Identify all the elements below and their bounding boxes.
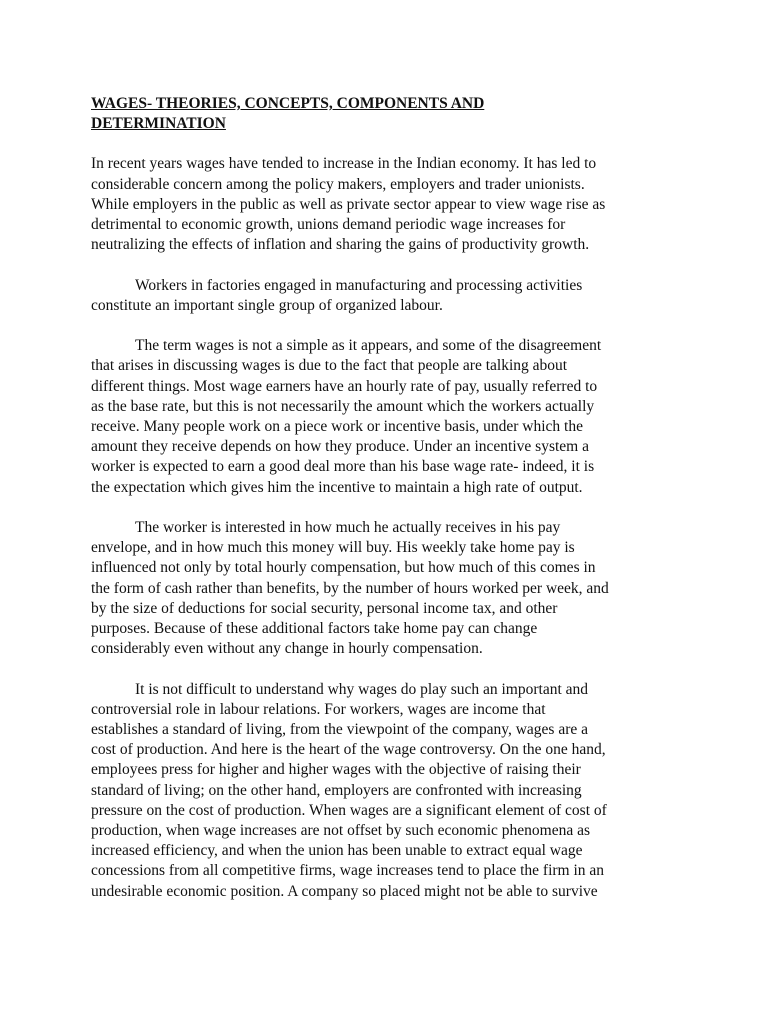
text-line: increased efficiency, and when the union has been unable to extract equal wage — [91, 842, 583, 860]
text-line: controversial role in labour relations. For workers, wages are income that — [91, 700, 546, 718]
paragraph-4 — [91, 518, 681, 659]
document-body — [91, 94, 681, 922]
paragraph-5 — [91, 680, 681, 902]
text-line: that arises in discussing wages is due to the fact that people are talking about — [91, 357, 568, 375]
text-line: cost of production. And here is the heart of the wage controversy. On the one hand, — [91, 741, 606, 759]
text-line: constitute an important single group of organized labour. — [91, 296, 443, 314]
text-line: considerable concern among the policy makers, employers and trader unionists. — [91, 175, 585, 193]
text-line: employees press for higher and higher wages with the objective of raising their — [91, 761, 581, 779]
text-line: amount they receive depends on how they produce. Under an incentive system a — [91, 438, 589, 456]
text-line: The term wages is not a simple as it appears, and some of the disagreement — [135, 337, 602, 355]
text-line: purposes. Because of these additional factors take home pay can change — [91, 620, 538, 638]
text-line: influenced not only by total hourly compensation, but how much of this comes in — [91, 559, 596, 577]
text-line: undesirable economic position. A company so placed might not be able to survive — [91, 882, 598, 900]
text-line: worker is expected to earn a good deal more than his base wage rate- indeed, it is — [91, 458, 595, 476]
text-line: It is not difficult to understand why wages do play such an important and — [135, 680, 589, 698]
text-line: In recent years wages have tended to increase in the Indian economy. It has led to — [91, 155, 597, 173]
text-line: While employers in the public as well as private sector appear to view wage rise as — [91, 195, 606, 213]
title-line: DETERMINATION — [91, 115, 226, 133]
text-line: production, when wage increases are not offset by such economic phenomena as — [91, 822, 590, 840]
paragraph-2 — [91, 276, 681, 316]
text-line: pressure on the cost of production. When wages are a significant element of cost of — [91, 801, 607, 819]
text-line: neutralizing the effects of inflation and sharing the gains of productivity growth. — [91, 236, 590, 254]
title-line: WAGES- THEORIES, CONCEPTS, COMPONENTS AND — [91, 95, 485, 112]
text-line: Workers in factories engaged in manufacturing and processing activities — [135, 276, 583, 294]
document-title — [91, 94, 681, 134]
text-line: standard of living; on the other hand, employers are confronted with increasing — [91, 781, 582, 799]
paragraph-3 — [91, 336, 681, 498]
text-line: receive. Many people work on a piece work or incentive basis, under which the — [91, 418, 583, 436]
text-line: the form of cash rather than benefits, by the number of hours worked per week, and — [91, 579, 609, 597]
text-line: by the size of deductions for social security, personal income tax, and other — [91, 599, 558, 617]
text-line: the expectation which gives him the incentive to maintain a high rate of output. — [91, 478, 583, 496]
text-line: different things. Most wage earners have an hourly rate of pay, usually referred to — [91, 377, 598, 395]
text-line: The worker is interested in how much he actually receives in his pay — [135, 519, 561, 537]
text-line: envelope, and in how much this money will buy. His weekly take home pay is — [91, 539, 575, 557]
text-line: considerably even without any change in hourly compensation. — [91, 640, 483, 658]
text-line: establishes a standard of living, from the viewpoint of the company, wages are a — [91, 721, 588, 739]
text-line: as the base rate, but this is not necessarily the amount which the workers actually — [91, 397, 595, 415]
paragraph-1 — [91, 154, 681, 255]
text-line: concessions from all competitive firms, wage increases tend to place the firm in an — [91, 862, 605, 880]
text-line: detrimental to economic growth, unions demand periodic wage increases for — [91, 216, 566, 234]
